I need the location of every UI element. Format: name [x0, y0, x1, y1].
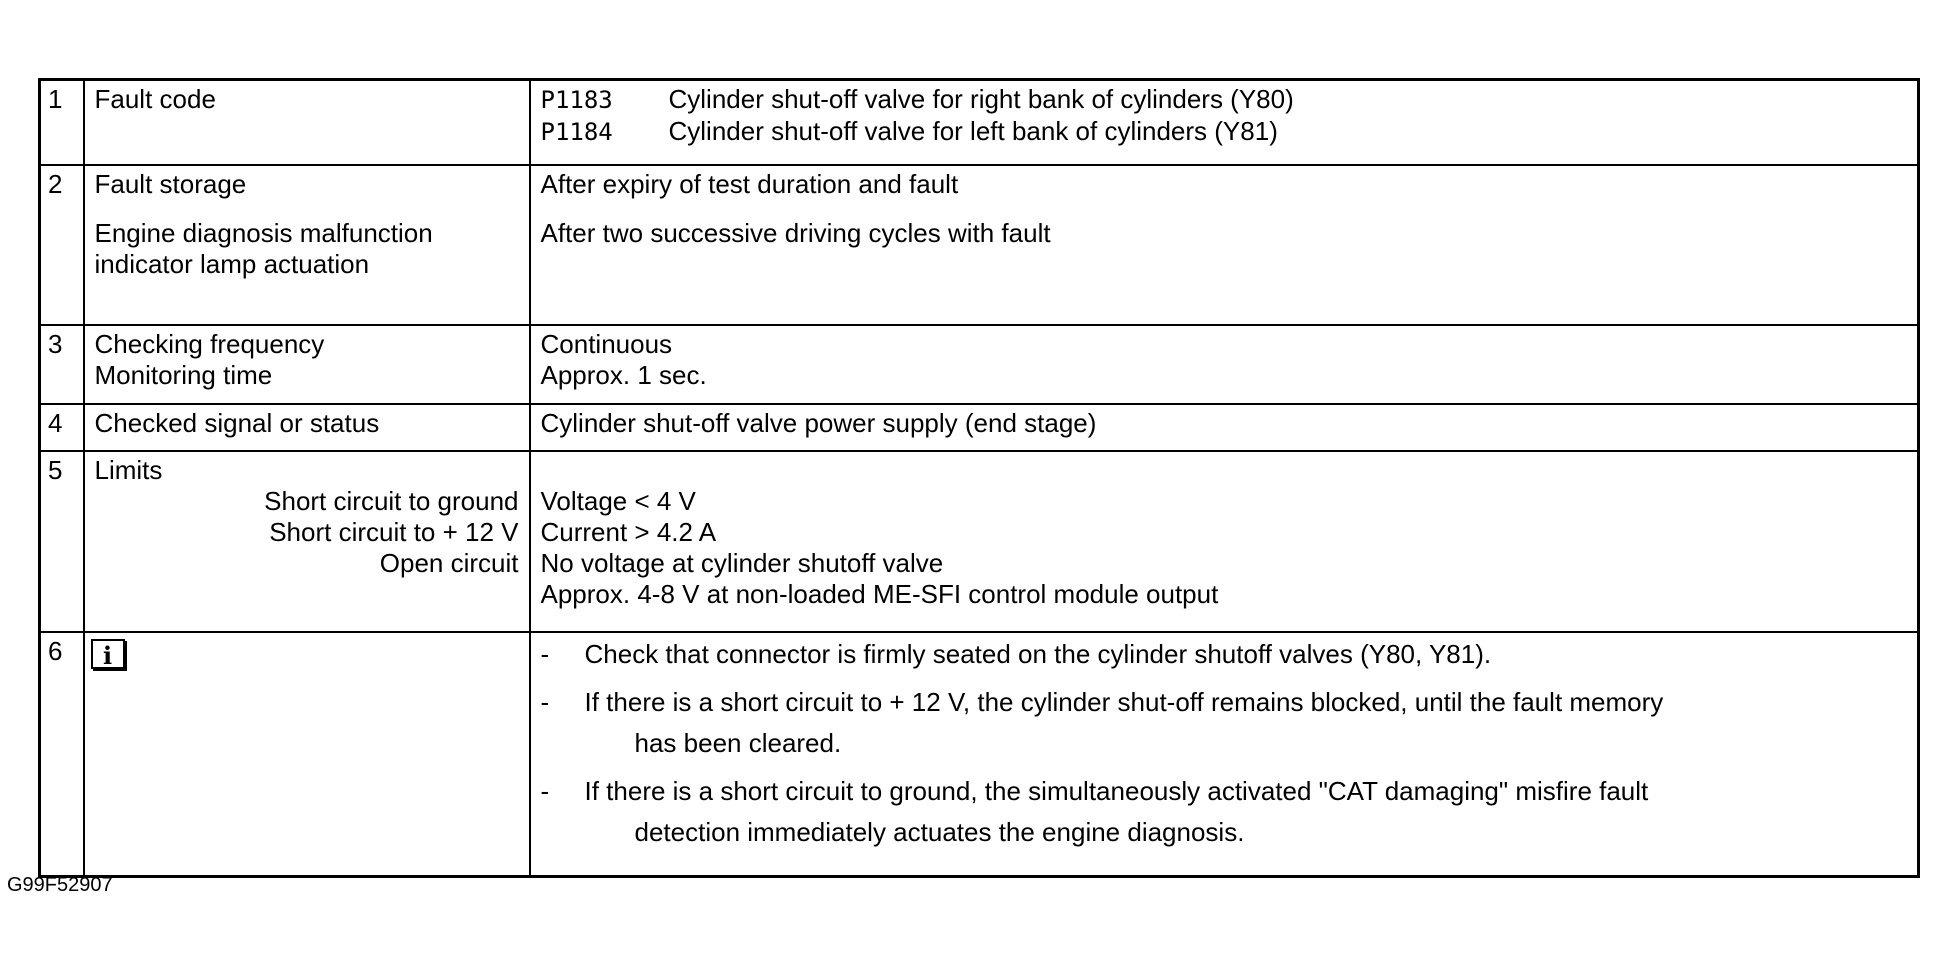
limit-label: Open circuit	[379, 548, 519, 578]
row-value	[530, 325, 1919, 404]
table-row-fault-storage	[40, 165, 1919, 325]
fault-code-description: Cylinder shut-off valve for left bank of cylinders (Y81)	[668, 116, 1278, 146]
info-icon: i	[91, 639, 125, 669]
row-number: 3	[40, 325, 84, 404]
fault-code-description: Cylinder shut-off valve for right bank of cylinders (Y80)	[668, 84, 1294, 114]
fault-code: P1184	[540, 118, 613, 146]
row-label	[84, 165, 530, 325]
limits-heading: Limits	[94, 455, 163, 485]
mil-actuation-label	[95, 218, 519, 280]
row-number: 6	[40, 632, 84, 877]
note-text-line1: If there is a short circuit to ground, the simultaneously activated "CAT damaging" misfire fault	[584, 776, 1649, 806]
mil-actuation-label-line1: Engine diagnosis malfunction	[94, 218, 433, 248]
row-label	[84, 325, 530, 404]
note-dash: -	[540, 639, 550, 669]
row-label	[84, 632, 530, 877]
row-number: 2	[40, 165, 84, 325]
note-text	[585, 776, 1908, 848]
limit-value-extra: Approx. 4-8 V at non-loaded ME-SFI control module output	[540, 579, 1219, 609]
row-value	[530, 165, 1919, 325]
mil-actuation-label-line2: indicator lamp actuation	[94, 249, 370, 279]
row-value	[530, 632, 1919, 877]
note-text-line1: If there is a short circuit to + 12 V, the cylinder shut-off remains blocked, until the fault memory	[584, 687, 1664, 717]
table-row-notes	[40, 632, 1919, 877]
fault-storage-label: Fault storage	[94, 169, 247, 199]
note-text-line2: has been cleared.	[634, 728, 842, 758]
note-item	[541, 687, 1908, 759]
checking-frequency-label: Checking frequency	[94, 329, 325, 359]
limit-value: No voltage at cylinder shutoff valve	[540, 548, 944, 578]
fault-code: P1183	[540, 86, 613, 114]
note-text-line2: detection immediately actuates the engine diagnosis.	[634, 817, 1245, 847]
row-number: 1	[40, 80, 84, 166]
note-item	[541, 639, 1908, 670]
fault-storage-value: After expiry of test duration and fault	[540, 169, 959, 199]
fault-code-line	[541, 116, 1908, 148]
fault-code-line	[541, 84, 1908, 116]
monitoring-time-label: Monitoring time	[94, 360, 273, 390]
row-value	[530, 80, 1919, 166]
row-value	[530, 451, 1919, 632]
diagnostic-table	[38, 78, 1920, 878]
checking-frequency-value: Continuous	[540, 329, 673, 359]
table-row-limits	[40, 451, 1919, 632]
table-row-checked-signal	[40, 404, 1919, 451]
limit-value: Current > 4.2 A	[540, 517, 717, 547]
note-text: Check that connector is firmly seated on the cylinder shutoff valves (Y80, Y81).	[584, 639, 1492, 669]
monitoring-time-value: Approx. 1 sec.	[540, 360, 707, 390]
limits-spacer	[541, 455, 1908, 486]
note-dash: -	[540, 776, 550, 806]
mil-actuation-value: After two successive driving cycles with fault	[540, 218, 1051, 248]
row-value: Cylinder shut-off valve power supply (end stage)	[530, 404, 1919, 451]
table-row-fault-code	[40, 80, 1919, 166]
row-number: 4	[40, 404, 84, 451]
note-item	[541, 776, 1908, 848]
note-text	[585, 687, 1908, 759]
limit-label: Short circuit to ground	[264, 486, 519, 516]
row-label: Checked signal or status	[84, 404, 530, 451]
note-dash: -	[540, 687, 550, 717]
table-row-checking-frequency	[40, 325, 1919, 404]
figure-caption: G99F52907	[7, 874, 113, 896]
limit-value: Voltage < 4 V	[540, 486, 696, 516]
row-label: Fault code	[84, 80, 530, 166]
limit-label: Short circuit to + 12 V	[269, 517, 519, 547]
row-label	[84, 451, 530, 632]
row-number: 5	[40, 451, 84, 632]
